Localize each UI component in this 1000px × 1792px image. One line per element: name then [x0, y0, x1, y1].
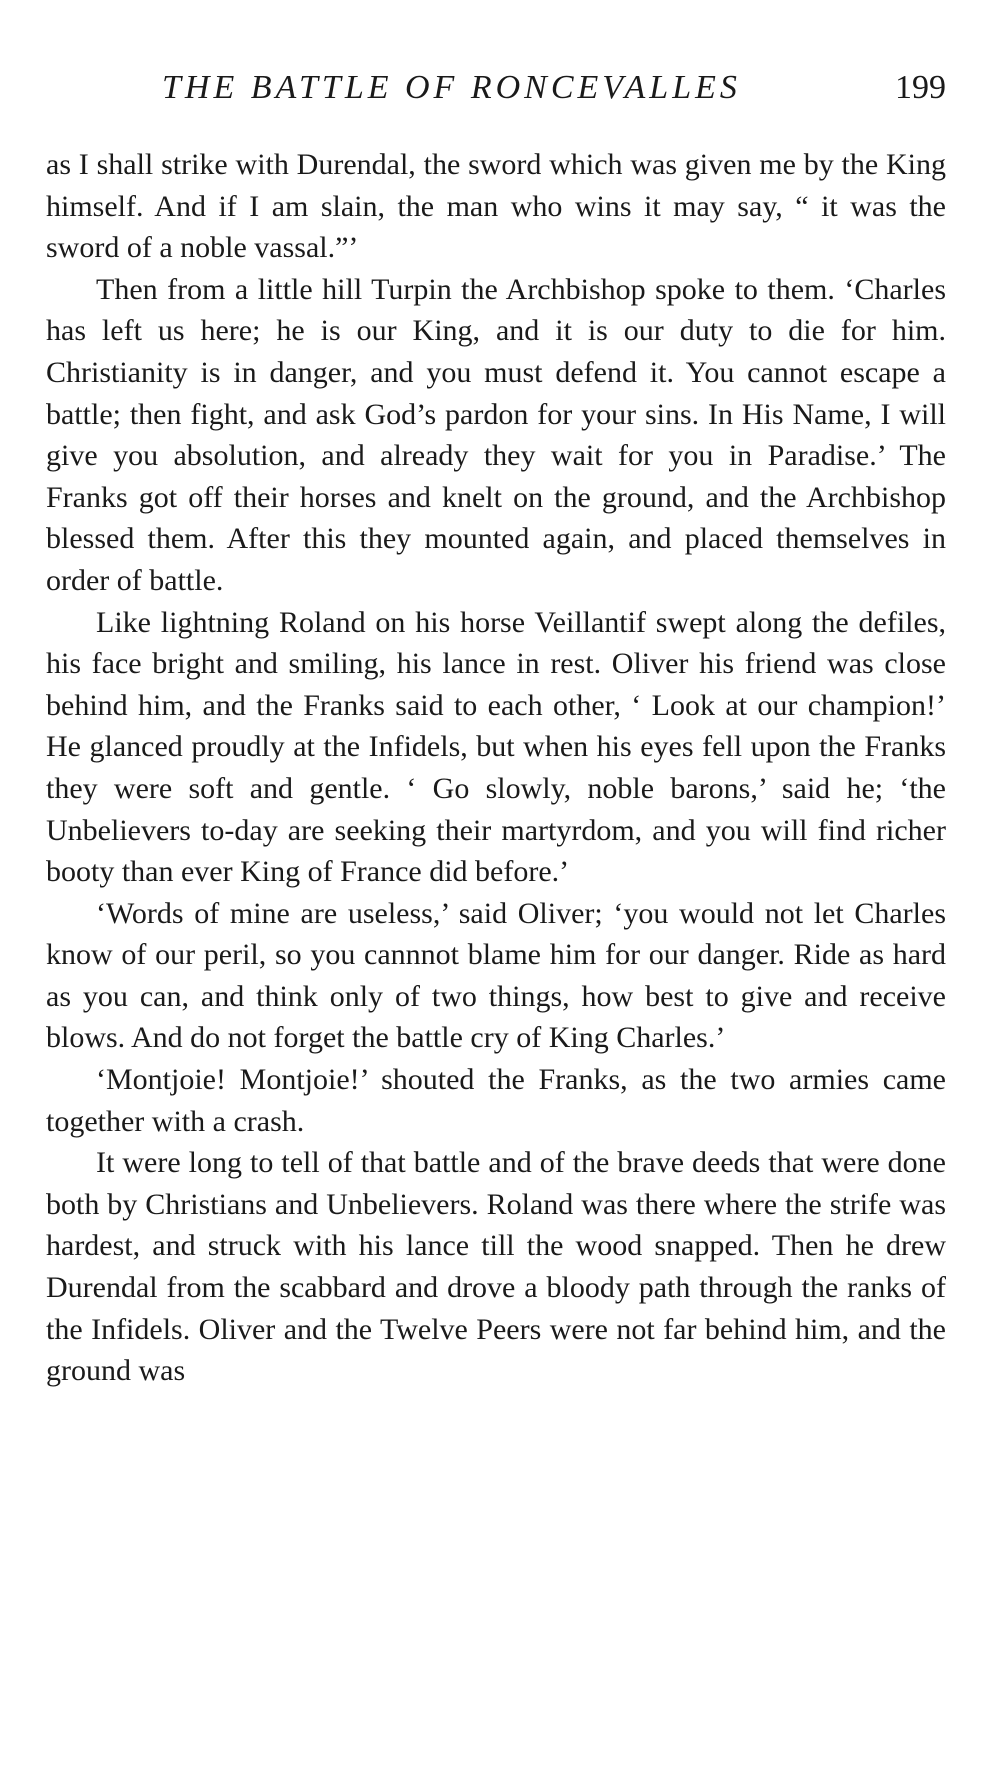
running-title: THE BATTLE OF RONCEVALLES	[162, 69, 741, 106]
text-body	[46, 144, 946, 1392]
paragraph-battle: It were long to tell of that battle and of the brave deeds that were done both by Christians and Unbelievers. Roland was there where the strife was hardest, and struck with his lance till the wood snapped. Then he drew Durendal from the scabbard and drove a bloody path through the ranks of the Infidels. Oliver and the Twelve Peers were not far behind him, and the ground was	[46, 1146, 946, 1388]
page-number: 199	[895, 69, 946, 106]
running-head	[46, 66, 946, 110]
paragraph-oliver: ‘Words of mine are useless,’ said Oliver; ‘you would not let Charles know of our peril, so you cannnot blame him for our danger. Ride as hard as you can, and think only of two things, how best to give and receive blows. And do not forget the battle cry of King Charles.’	[46, 896, 946, 1055]
paragraph-turpin: Then from a little hill Turpin the Archbishop spoke to them. ‘Charles has left us here; he is our King, and it is our duty to die for him. Christianity is in danger, and you must defend it. You cannot escape a battle; then fight, and ask God’s pardon for your sins. In His Name, I will give you absolution, and already they wait for you in Paradise.’ The Franks got off their horses and knelt on the ground, and the Archbishop blessed them. After this they mounted again, and placed themselves in order of battle.	[46, 272, 946, 597]
paragraph-montjoie: ‘Montjoie! Montjoie!’ shouted the Franks, as the two armies came together with a crash.	[46, 1063, 946, 1138]
paragraph-roland: Like lightning Roland on his horse Veillantif swept along the defiles, his face bright and smiling, his lance in rest. Oliver his friend was close behind him, and the Franks said to each other, ‘ Look at our champion!’ He glanced proudly at the Infidels, but when his eyes fell upon the Franks they were soft and gentle. ‘ Go slowly, noble barons,’ said he; ‘the Unbelievers to-day are seeking their martyrdom, and you will find richer booty than ever King of France did before.’	[46, 605, 946, 889]
paragraph-continued: as I shall strike with Durendal, the sword which was given me by the King himself. And if I am slain, the man who wins it may say, “ it was the sword of a noble vassal.”’	[46, 148, 946, 265]
